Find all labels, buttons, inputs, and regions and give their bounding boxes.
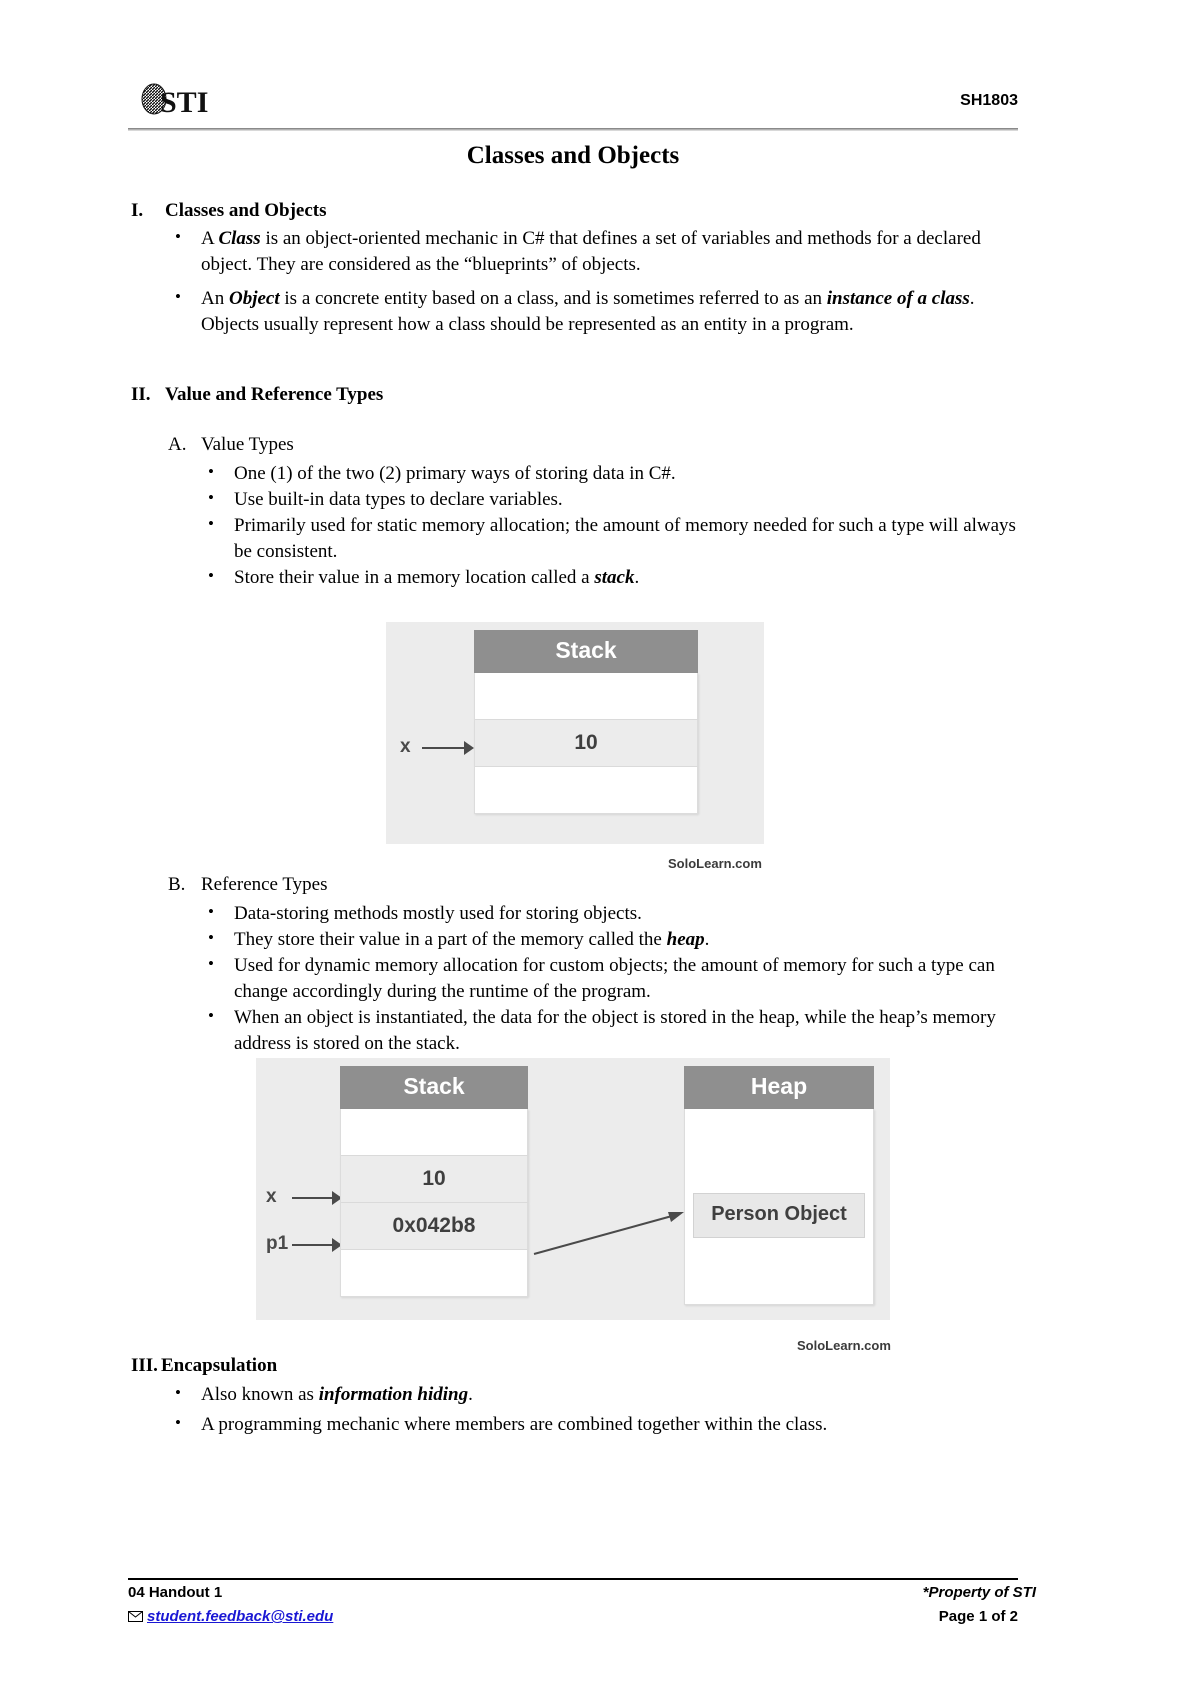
section-numeral-2: II.	[131, 384, 151, 405]
subsection-heading-b	[168, 874, 328, 896]
emphasis-term: information hiding	[318, 1384, 469, 1405]
section-title-1: Classes and Objects	[165, 200, 327, 221]
value-types-bullets	[201, 461, 1021, 591]
text-run: Data-storing methods mostly used for storing objects.	[234, 903, 642, 924]
text-run: Store their value in a memory location called a	[234, 567, 595, 589]
subsection-letter-b: B.	[168, 874, 186, 895]
stack-column-header: Stack	[474, 630, 698, 673]
text-run: is a concrete entity based on a class, and is sometimes referred to as an	[279, 288, 827, 310]
header-divider	[128, 128, 1018, 131]
arrow-head-icon	[464, 741, 474, 755]
heap-column	[684, 1066, 874, 1305]
envelope-icon	[128, 1609, 143, 1626]
emphasis-term: Class	[218, 228, 261, 249]
text-run: A	[201, 228, 219, 249]
stack-cell	[340, 1109, 528, 1156]
section-3-bullets	[168, 1382, 1020, 1438]
emphasis-term: heap	[666, 929, 705, 951]
stack-to-heap-arrow	[532, 1208, 688, 1256]
heap-column-header: Heap	[684, 1066, 874, 1109]
arrow-line	[292, 1197, 336, 1199]
text-run: A programming mechanic where members are combined together within the class.	[201, 1414, 828, 1436]
property-label: *Property of STI	[922, 1584, 1036, 1601]
list-item	[201, 901, 1021, 927]
pointer-label: p1	[266, 1233, 289, 1254]
feedback-email-link[interactable]: student.feedback@sti.edu	[147, 1608, 334, 1625]
text-run: Use built-in data types to declare variables.	[234, 489, 563, 511]
page-number: Page 1 of 2	[938, 1608, 1018, 1625]
footer-divider	[128, 1578, 1018, 1580]
text-run: . Objects usually represent how a class should be represented as an entity in a program.	[201, 288, 975, 336]
list-item	[168, 1412, 1020, 1438]
text-run: When an object is instantiated, the data for the object is stored in the heap, while the heap’s memory address is stored on the stack.	[234, 1007, 996, 1055]
text-run: Primarily used for static memory allocation; the amount of memory needed for such a type will always be consistent.	[234, 515, 1016, 563]
page-footer	[128, 1584, 1036, 1648]
feedback-email-row[interactable]	[128, 1608, 333, 1626]
text-run: .	[468, 1384, 473, 1405]
text-run: They store their value in a part of the memory called the	[234, 929, 667, 951]
subsection-heading-a	[168, 434, 294, 456]
list-item	[168, 226, 1020, 278]
handout-label: 04 Handout 1	[128, 1584, 223, 1601]
sti-logo	[140, 80, 232, 122]
emphasis-term: instance of a class	[826, 288, 970, 310]
text-run: An	[201, 288, 229, 310]
section-numeral-3: III.	[131, 1355, 158, 1376]
stack-pointer-x	[400, 736, 476, 758]
stack-heap-diagram	[256, 1058, 890, 1320]
section-heading-2	[131, 384, 383, 406]
section-title-3: Encapsulation	[161, 1355, 278, 1376]
section-title-2: Value and Reference Types	[165, 384, 384, 405]
stack-cell	[474, 767, 698, 814]
stack-diagram-caption: SoloLearn.com	[668, 856, 762, 871]
heap-object: Person Object	[693, 1193, 865, 1238]
stack-cell: 10	[340, 1156, 528, 1203]
stack-diagram	[386, 622, 764, 844]
heap-body	[684, 1109, 874, 1305]
arrow-line	[292, 1244, 336, 1246]
stack-cell	[474, 673, 698, 720]
stack-column-header: Stack	[340, 1066, 528, 1109]
pointer-label: x	[266, 1186, 277, 1207]
stack-column	[340, 1066, 528, 1297]
stack-cell: 10	[474, 720, 698, 767]
stack-column	[474, 630, 698, 814]
stack-heap-diagram-caption: SoloLearn.com	[797, 1338, 891, 1353]
list-item	[168, 286, 1020, 338]
subsection-letter-a: A.	[168, 434, 187, 455]
subsection-title-a: Value Types	[201, 434, 294, 455]
emphasis-term: Object	[228, 288, 280, 310]
text-run: is an object-oriented mechanic in C# that defines a set of variables and methods for a declared object. They are considered as the “blueprints” of objects.	[201, 228, 981, 276]
document-code: SH1803	[960, 92, 1018, 109]
text-run: Also known as	[201, 1384, 319, 1405]
text-run: Used for dynamic memory allocation for custom objects; the amount of memory for such a type can change accordingly during the runtime of the program.	[234, 955, 995, 1003]
list-item	[201, 927, 1021, 953]
page-header	[128, 78, 1018, 130]
arrow-line	[422, 747, 468, 749]
reference-types-bullets	[201, 901, 1021, 1057]
list-item	[201, 513, 1021, 565]
text-run: One (1) of the two (2) primary ways of storing data in C#.	[234, 463, 676, 484]
svg-text:STI: STI	[160, 86, 209, 119]
section-heading-3	[131, 1355, 277, 1377]
text-run: .	[704, 929, 710, 951]
section-heading-1	[131, 200, 327, 222]
emphasis-term: stack	[594, 567, 635, 589]
stack-cell	[340, 1250, 528, 1297]
list-item	[201, 461, 1021, 487]
section-1-bullets	[168, 226, 1020, 338]
list-item	[201, 487, 1021, 513]
subsection-title-b: Reference Types	[201, 874, 328, 895]
page-title: Classes and Objects	[466, 142, 680, 169]
list-item	[201, 953, 1021, 1005]
section-numeral-1: I.	[131, 200, 144, 221]
pointer-label: x	[400, 736, 411, 757]
text-run: .	[634, 567, 640, 589]
list-item	[201, 565, 1021, 591]
list-item	[201, 1005, 1021, 1057]
stack-cell: 0x042b8	[340, 1203, 528, 1250]
list-item	[168, 1382, 1020, 1408]
